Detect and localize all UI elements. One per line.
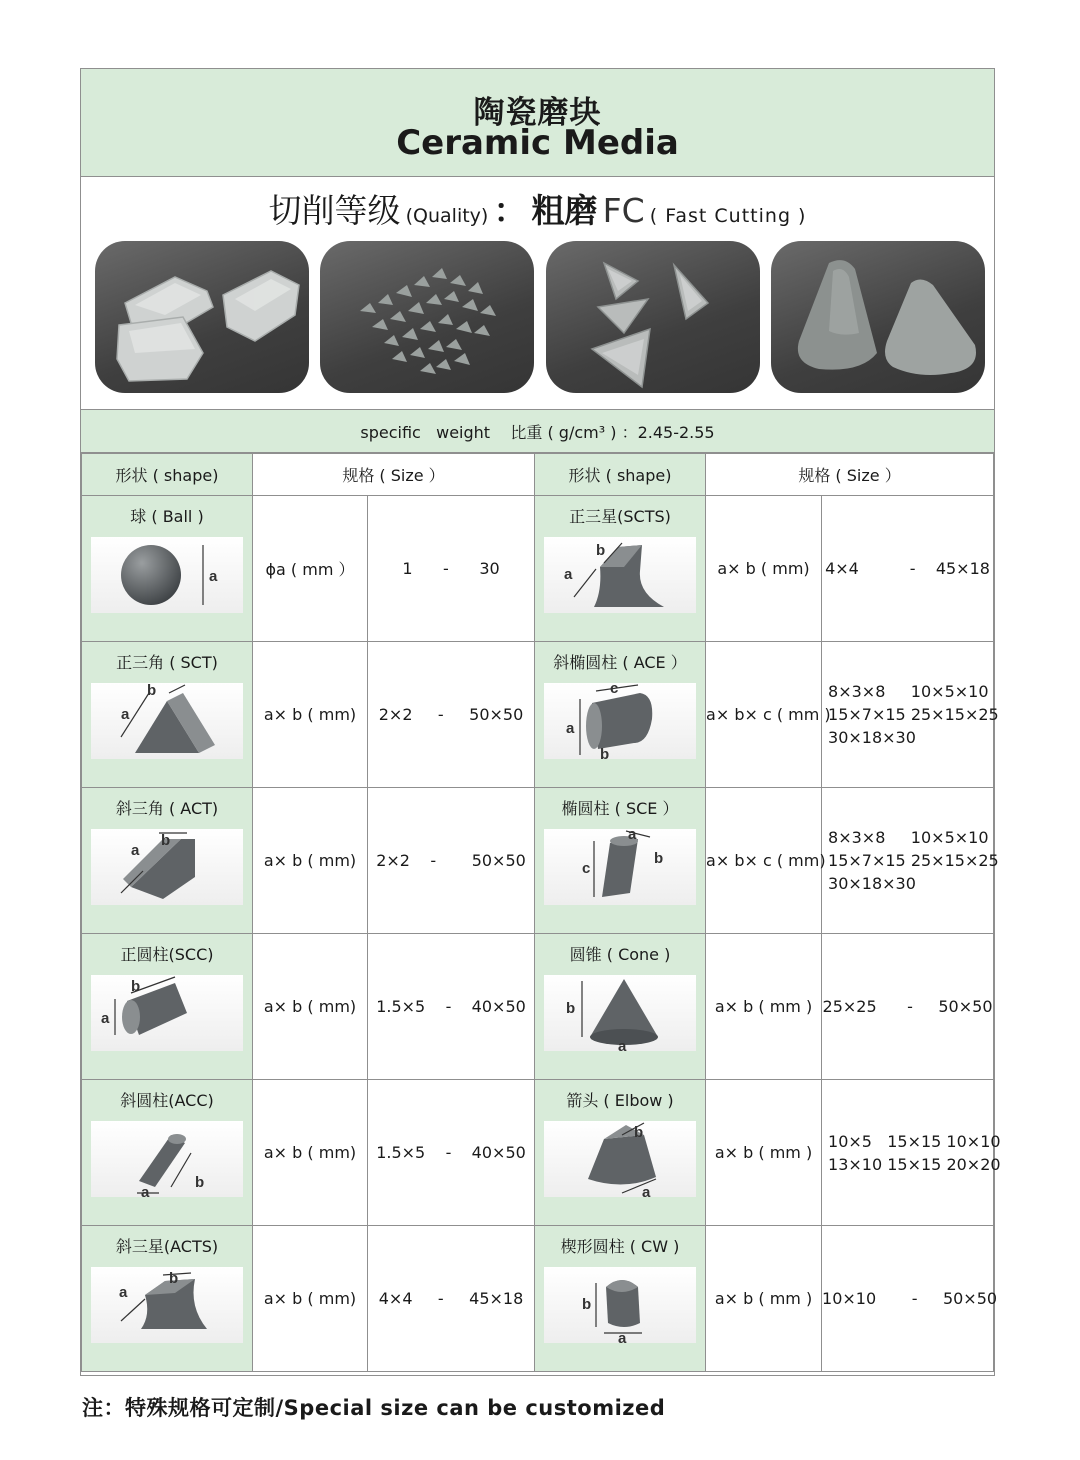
cw-icon <box>544 1267 696 1343</box>
title-english: Ceramic Media <box>396 123 679 163</box>
range-cell <box>822 1226 998 1372</box>
shape-name: 椭圆柱 ( SCE ） <box>561 799 679 818</box>
shape-name: 斜椭圆柱 ( ACE ） <box>553 653 687 672</box>
svg-text:a: a <box>642 1184 651 1197</box>
unit-cell <box>253 1226 368 1372</box>
shape-name: 球 ( Ball ) <box>130 507 204 526</box>
table-row <box>82 1080 994 1226</box>
title-chinese: 陶瓷磨块 <box>473 95 602 131</box>
quality-line <box>81 185 994 232</box>
shape-cell <box>82 1226 253 1372</box>
product-photo-row <box>95 241 985 393</box>
cones-photo <box>771 241 985 393</box>
unit-cell <box>706 788 826 934</box>
unit-cell <box>253 788 368 934</box>
svg-text:b: b <box>161 832 171 849</box>
shape-cell <box>535 934 706 1080</box>
size-range: 2×2 - 50×50 <box>376 851 526 870</box>
size-range: 2×2 - 50×50 <box>378 705 524 724</box>
quality-grade-en: ( Fast Cutting ) <box>649 205 807 227</box>
svg-text:a: a <box>209 568 218 585</box>
size-unit: a× b× c ( mm ) <box>706 705 831 724</box>
size-range: 10×10 - 50×50 <box>822 1289 998 1308</box>
table-row <box>82 1226 994 1372</box>
title-band <box>81 69 994 177</box>
size-range: 1.5×5 - 40×50 <box>376 997 526 1016</box>
shape-cell <box>535 788 706 934</box>
svg-text:b: b <box>195 1174 205 1191</box>
spec-table <box>81 453 1001 1372</box>
quality-section <box>81 177 994 409</box>
scts-icon <box>544 537 696 613</box>
svg-text:b: b <box>131 978 141 995</box>
range-cell <box>822 496 994 642</box>
size-unit: a× b× c ( mm) <box>706 851 826 870</box>
angle-triangles-photo <box>546 241 760 393</box>
svg-text:c: c <box>582 860 591 877</box>
svg-text:a: a <box>121 706 130 723</box>
quality-label-cn: 切削等级 <box>268 191 401 230</box>
svg-text:c: c <box>610 683 619 697</box>
svg-text:a: a <box>618 1330 627 1343</box>
shape-name: 斜圆柱(ACC) <box>120 1091 214 1110</box>
unit-cell <box>253 496 368 642</box>
customization-note: 注：特殊规格可定制/Special size can be customized <box>82 1396 666 1420</box>
svg-text:a: a <box>131 842 140 859</box>
header-shape-right: 形状 ( shape) <box>535 454 706 496</box>
shape-cell <box>82 496 253 642</box>
unit-cell <box>253 642 368 788</box>
svg-text:a: a <box>119 1284 128 1301</box>
size-list-cell <box>822 1080 1001 1226</box>
size-range: 4×4 - 45×18 <box>825 559 990 578</box>
size-range: 4×4 - 45×18 <box>378 1289 524 1308</box>
shape-name: 箭头 ( Elbow ) <box>566 1091 674 1110</box>
size-unit: a× b ( mm ) <box>714 1143 813 1162</box>
act-icon <box>91 829 243 905</box>
unit-cell <box>706 642 831 788</box>
unit-cell <box>253 1080 368 1226</box>
svg-text:b: b <box>147 683 157 699</box>
size-unit: a× b ( mm) <box>263 1289 357 1308</box>
size-unit: a× b ( mm) <box>263 997 357 1016</box>
size-list: 8×3×8 10×5×10 15×7×15 25×15×25 30×18×30 <box>828 828 999 893</box>
size-range: 1.5×5 - 40×50 <box>376 1143 526 1162</box>
shape-cell <box>82 934 253 1080</box>
range-cell <box>368 642 535 788</box>
table-row <box>82 934 994 1080</box>
shape-cell <box>82 1080 253 1226</box>
table-row <box>82 642 994 788</box>
shape-cell <box>535 1080 706 1226</box>
shape-name: 斜三角 ( ACT) <box>115 799 219 818</box>
unit-cell <box>706 934 822 1080</box>
range-cell <box>368 496 535 642</box>
svg-text:b: b <box>582 1296 592 1313</box>
ace-icon <box>544 683 696 759</box>
sct-icon <box>91 683 243 759</box>
unit-cell <box>706 1080 822 1226</box>
quality-grade-code: FC <box>602 191 645 230</box>
svg-text:b: b <box>596 542 606 559</box>
svg-text:b: b <box>600 746 610 759</box>
range-cell <box>368 1226 535 1372</box>
range-cell <box>822 934 994 1080</box>
shape-name: 楔形圆柱 ( CW ) <box>560 1237 680 1256</box>
header-shape-left: 形状 ( shape) <box>82 454 253 496</box>
range-cell <box>368 788 535 934</box>
cone-icon <box>544 975 696 1051</box>
size-range: 1 - 30 <box>402 559 500 578</box>
header-size-left: 规格 ( Size ） <box>253 454 535 496</box>
specific-weight: specific weight 比重 ( g/cm³ ) ：2.45-2.55 <box>81 409 994 453</box>
shape-name: 正圆柱(SCC) <box>120 945 214 964</box>
svg-text:b: b <box>566 1000 576 1017</box>
unit-cell <box>253 934 368 1080</box>
shape-name: 斜三星(ACTS) <box>115 1237 219 1256</box>
range-cell <box>368 1080 535 1226</box>
svg-text:b: b <box>634 1124 644 1141</box>
shape-name: 圆锥 ( Cone ) <box>569 945 671 964</box>
tri-stars-photo <box>95 241 309 393</box>
scc-icon <box>91 975 243 1051</box>
shape-cell <box>82 642 253 788</box>
quality-colon: ： <box>493 191 527 230</box>
elbow-icon <box>544 1121 696 1197</box>
sce-icon <box>544 829 696 905</box>
small-triangles-photo <box>320 241 534 393</box>
size-list: 10×5 15×15 10×10 13×10 15×15 20×20 <box>828 1131 1001 1174</box>
shape-cell <box>82 788 253 934</box>
svg-text:a: a <box>101 1010 110 1027</box>
size-list-cell <box>822 788 999 934</box>
acts-icon <box>91 1267 243 1343</box>
svg-text:a: a <box>628 829 637 843</box>
size-range: 25×25 - 50×50 <box>822 997 993 1016</box>
svg-text:a: a <box>566 720 575 737</box>
shape-name: 正三角 ( SCT) <box>116 653 218 672</box>
ball-icon <box>91 537 243 613</box>
header-size-right: 规格 ( Size ） <box>706 454 994 496</box>
shape-cell <box>535 496 706 642</box>
size-unit: a× b ( mm) <box>717 559 810 578</box>
table-header-row <box>82 454 994 496</box>
svg-text:b: b <box>654 850 664 867</box>
svg-text:a: a <box>141 1184 150 1197</box>
unit-cell <box>706 496 822 642</box>
unit-cell <box>706 1226 822 1372</box>
quality-label-en: (Quality) <box>405 205 489 227</box>
size-unit: a× b ( mm ) <box>714 1289 813 1308</box>
shape-name: 正三星(SCTS) <box>569 507 671 526</box>
svg-text:a: a <box>618 1038 627 1051</box>
size-unit: a× b ( mm ) <box>714 997 813 1016</box>
size-list: 8×3×8 10×5×10 15×7×15 25×15×25 30×18×30 <box>828 682 999 747</box>
shape-cell <box>535 642 706 788</box>
acc-icon <box>91 1121 243 1197</box>
svg-text:b: b <box>169 1270 179 1287</box>
svg-text:a: a <box>564 566 573 583</box>
size-unit: a× b ( mm) <box>263 851 357 870</box>
table-row <box>82 788 994 934</box>
table-row <box>82 496 994 642</box>
size-unit: a× b ( mm) <box>263 1143 357 1162</box>
range-cell <box>368 934 535 1080</box>
shape-cell <box>535 1226 706 1372</box>
quality-grade-cn: 粗磨 <box>531 191 598 230</box>
spec-sheet <box>80 68 1001 1376</box>
size-list-cell <box>822 642 999 788</box>
size-unit: ϕa ( mm ） <box>265 560 355 579</box>
size-unit: a× b ( mm) <box>263 705 357 724</box>
